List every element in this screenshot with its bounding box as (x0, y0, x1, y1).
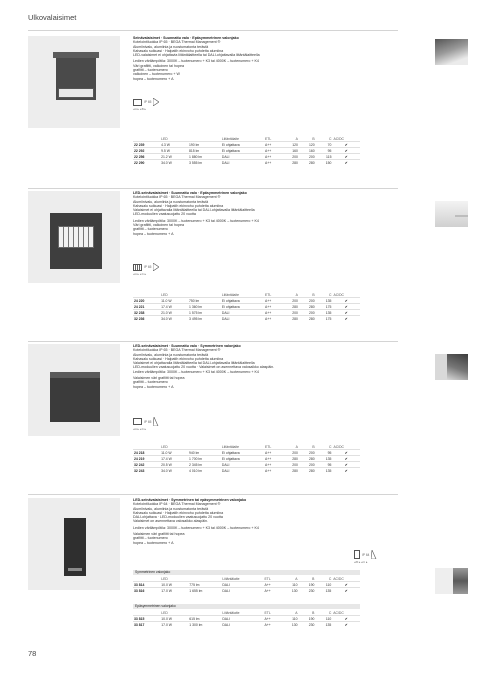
fixture-lens (68, 568, 82, 571)
cell-etl: A++ (264, 622, 282, 628)
fixture-lens (58, 88, 94, 98)
article-number: 33 816 (133, 588, 160, 594)
article-number: 32 238 (133, 310, 160, 316)
desc-line: Kotelointiluokka IP 65 · BEGA Thermal Management ® (133, 195, 221, 200)
ip-symbol: IP 64 (362, 552, 370, 557)
product-section-1 (28, 36, 468, 186)
cell-watt: 17.4 W (160, 456, 188, 462)
product-section-4 (28, 498, 468, 640)
col-acdc: AC/DC (333, 610, 344, 615)
cell-b: 200 (299, 298, 316, 304)
cell-a: 160 (282, 148, 299, 154)
cell-etl: A++ (264, 160, 282, 166)
cell-etl: A++ (264, 316, 282, 322)
product-photo (28, 36, 120, 128)
cell-lumen: 3 495 lm (188, 316, 221, 322)
article-number: 32 243 (133, 468, 160, 474)
cell-watt: 11.0 W (160, 298, 188, 304)
cell-watt: 34.0 W (160, 160, 188, 166)
desc-line: Valaisimen väri grafiitti tai hopea (133, 376, 185, 381)
desc-line: Kahasalu suikuasi · Halpatih ekinvohu puhdetta alumiina (133, 510, 224, 515)
spec-table (133, 136, 360, 165)
section-title: Seinävalaisimet · Suunnattu valo · Epäsymmetrinen valonjako (133, 36, 239, 40)
spec-table-asymmetric (133, 610, 360, 627)
cell-a: 110 (282, 582, 299, 588)
group-label-symmetric: Symmetrinen valonjako (133, 570, 360, 575)
cell-c: 135 (315, 588, 332, 594)
cell-a: 130 (282, 588, 299, 594)
table-row (133, 468, 360, 474)
col-led: LED (161, 610, 168, 615)
cell-a: 280 (282, 316, 299, 322)
col-source: Liitäntäiaite (222, 610, 240, 615)
desc-line: Kahasalu suikuasi · Halpatih ekinvohu puhdetta alumiina (133, 203, 224, 208)
cell-etl: A++ (264, 456, 282, 462)
desc-line: hopea – tuotenumero + A (133, 76, 174, 81)
section-divider (28, 30, 398, 31)
spec-table-symmetric (133, 576, 360, 593)
product-photo (28, 498, 120, 590)
cell-b: 200 (299, 450, 316, 456)
cell-watt: 20.5 W (160, 462, 188, 468)
desc-line: Väri grafiitti, valkoinen tai hopea (133, 223, 184, 228)
desc-line: grafiitti – tuotenumero (133, 68, 168, 73)
cell-b: 120 (299, 142, 316, 148)
desc-line: Valaisimen väri grafiitti tai hopea (133, 532, 185, 537)
check-icon: ✔ (332, 160, 360, 166)
light-distribution-diagram (435, 39, 468, 65)
group-label-asymmetric: Epäsymmetrinen valonjako (133, 604, 360, 609)
cell-c: 135 (316, 298, 333, 304)
col-a: A (295, 292, 298, 297)
desc-line: DALI-ohjattava · LED-moduulien vaatusuojattu 20 vuotta (133, 515, 223, 520)
cell-a: 280 (282, 456, 299, 462)
desc-line: Ledien värilämpötila: 3000K – tuotenumero + K3 tai 4000K – tuotenumero + K4 (133, 369, 259, 374)
col-acdc: AC/DC (333, 576, 344, 581)
cell-watt: 17.0 W (160, 588, 188, 594)
cell-lumen: 775 lm (188, 582, 221, 588)
check-icon: ✔ (332, 310, 360, 316)
cell-etl: A++ (264, 616, 282, 622)
cell-source: DALI (221, 616, 263, 622)
check-icon: ✔ (332, 616, 360, 622)
symbols (354, 550, 377, 564)
cell-lumen: 1 360 lm (188, 304, 221, 310)
cell-a: 130 (282, 622, 299, 628)
col-c: C (328, 576, 332, 581)
section-divider (28, 188, 398, 189)
col-etl: ETL (265, 292, 272, 297)
cell-b: 200 (299, 462, 316, 468)
cell-source: DALI (221, 154, 264, 160)
light-distribution-diagram (435, 201, 468, 227)
cell-c: 175 (316, 304, 333, 310)
cell-a: 200 (282, 462, 299, 468)
cell-c: 135 (316, 456, 333, 462)
cell-etl: A++ (264, 310, 282, 316)
light-direction-icon (153, 417, 159, 426)
cell-watt: 17.0 W (160, 622, 188, 628)
cell-c: 70 (316, 142, 333, 148)
ip-symbol: IP 65 (144, 100, 152, 104)
cell-source: Ei ohjattava (221, 456, 264, 462)
symbols (133, 98, 159, 111)
cell-c: 110 (315, 582, 332, 588)
cell-source: Ei ohjattava (221, 298, 264, 304)
article-number: 22 256 (133, 154, 160, 160)
cell-lumen: 3 555 lm (188, 160, 221, 166)
check-icon: ✔ (332, 582, 360, 588)
cell-lumen: 1 300 lm (188, 622, 221, 628)
cell-source: DALI (221, 582, 263, 588)
col-b: B (312, 444, 315, 449)
cell-watt: 21.0 W (160, 310, 188, 316)
cell-c: 95 (316, 148, 333, 154)
cell-lumen: 615 lm (188, 616, 221, 622)
cell-source: Ei ohjattava (221, 148, 264, 154)
product-description (133, 191, 368, 236)
cell-b: 280 (299, 456, 316, 462)
ip-symbol: IP 65 (144, 419, 152, 424)
cell-b: 280 (299, 304, 316, 310)
spec-table (133, 444, 360, 473)
cell-etl: A++ (264, 304, 282, 310)
cell-source: Ei ohjattava (221, 304, 264, 310)
cell-lumen: 1 880 lm (188, 154, 221, 160)
cell-lumen: 750 lm (188, 298, 221, 304)
cell-etl: A++ (264, 468, 282, 474)
desc-line: Valaisimet ei ohjattavalla liitäntälaitteella tai DALI-ohjattavalla liitäntälaitteella (133, 361, 255, 366)
article-number: 24 218 (133, 450, 160, 456)
article-number: 33 814 (133, 582, 160, 588)
col-a: A (295, 444, 298, 449)
cell-b: 230 (299, 588, 316, 594)
cell-a: 200 (282, 450, 299, 456)
desc-line: grafiitti – tuotenumero (133, 536, 168, 541)
cell-source: DALI (221, 316, 264, 322)
desc-line: Alumiinivalu, alumiinia ja ruostumatonta terästä (133, 506, 209, 511)
cell-a: 200 (282, 310, 299, 316)
cell-b: 200 (299, 310, 316, 316)
cell-a: 120 (282, 142, 299, 148)
cell-a: 280 (282, 160, 299, 166)
cell-watt: 9.5 W (160, 148, 188, 154)
col-source: Liitäntäiaite (221, 292, 240, 297)
luminaire-symbol-icon (133, 264, 142, 271)
cell-c: 110 (315, 616, 332, 622)
desc-line: Kahasalu suikuasi · Halpatih ekinvohu puhdetta alumiina (133, 48, 224, 53)
product-description (133, 36, 368, 81)
fixture-top (50, 372, 100, 378)
article-number: 22 239 (133, 142, 160, 148)
check-icon: ✔ (332, 468, 360, 474)
article-number: 22 290 (133, 160, 160, 166)
cell-lumen: 1 575 lm (188, 310, 221, 316)
desc-line: hopea – tuotenumero + A (133, 384, 174, 389)
col-source: Liitäntäiaite (221, 444, 240, 449)
cell-source: DALI (221, 462, 264, 468)
luminaire-symbol-icon (354, 550, 360, 559)
desc-line: Alumiinivalu, alumiinia ja ruostumatonta terästä (133, 199, 209, 204)
product-section-3 (28, 344, 468, 492)
col-led: LED (161, 444, 168, 449)
cell-watt: 21.2 W (160, 154, 188, 160)
desc-line: Kotelointiluokka IP 65 · BEGA Thermal Management ® (133, 40, 221, 45)
desc-line: Kahasalu suikuasi · Halpatih ekinvohu puhdetta alumiina (133, 356, 224, 361)
desc-line: hopea – tuotenumero + A (133, 540, 174, 545)
section-divider (28, 494, 398, 495)
cell-source: Ei ohjattava (221, 450, 264, 456)
cell-source: Ei ohjattava (221, 142, 264, 148)
cell-source: DALI (221, 588, 263, 594)
section-title: LED-seinävalaisimet · Symmetrinen tai epäsymmetrinen valonjako (133, 498, 247, 502)
article-number: 24 220 (133, 298, 160, 304)
table-row (133, 160, 360, 166)
col-etl: ETL (264, 576, 271, 581)
cell-a: 200 (282, 298, 299, 304)
light-distribution-diagram (435, 568, 468, 594)
product-section-2 (28, 191, 468, 341)
desc-line: Ledien värilämpötila: 3000K – tuotenumero + K3 tai 4000K – tuotenumero + K4 (133, 218, 259, 223)
luminaire-symbol-icon (133, 99, 142, 106)
cell-b: 190 (299, 616, 316, 622)
product-description (133, 498, 368, 545)
cell-etl: A++ (264, 588, 282, 594)
check-icon: ✔ (332, 142, 360, 148)
dimension-legend: ◂ A ▸ ◂ C ▸ (133, 427, 147, 431)
cell-a: 200 (282, 154, 299, 160)
cell-a: 280 (282, 468, 299, 474)
cell-b: 280 (299, 468, 316, 474)
cell-b: 230 (299, 622, 316, 628)
desc-line: Ledien värilämpötila: 3000K – tuotenumero + K3 tai 4000K – tuotenumero + K4 (133, 525, 259, 530)
check-icon: ✔ (332, 298, 360, 304)
cell-lumen: 1 655 lm (188, 588, 221, 594)
col-acdc: AC/DC (333, 136, 345, 141)
table-row (133, 316, 360, 322)
col-a: A (295, 610, 298, 615)
cell-etl: A++ (264, 462, 282, 468)
col-c: C (328, 610, 332, 615)
section-title: LED-seinävalaisimet · Suunnattu valo · Symmetrinen valonjako (133, 344, 241, 348)
fixture-body (50, 372, 100, 422)
light-distribution-diagram (435, 354, 468, 380)
cell-c: 115 (316, 154, 333, 160)
cell-a: 280 (282, 304, 299, 310)
dimension-legend: ◂ B ▸ ◂ C ▸ (354, 560, 368, 564)
col-acdc: AC/DC (333, 292, 345, 297)
col-led: LED (161, 576, 168, 581)
article-number: 33 815 (133, 616, 160, 622)
col-a: A (295, 136, 298, 141)
desc-line: Väri grafiitti, valkoinen tai hopea (133, 63, 184, 68)
desc-line: grafiitti – tuotenumero (133, 380, 168, 385)
cell-lumen: 190 lm (188, 142, 221, 148)
cell-watt: 11.0 W (160, 450, 188, 456)
cell-lumen: 815 lm (188, 148, 221, 154)
desc-line: hopea – tuotenumero + A (133, 231, 174, 236)
cell-watt: 34.0 W (160, 316, 188, 322)
desc-line: Ledien värilämpötila: 3000K – tuotenumero + K3 tai 4000K – tuotenumero + K4 (133, 59, 259, 64)
desc-line: valkoinen – tuotenumero + W (133, 72, 180, 77)
cell-etl: A++ (264, 154, 282, 160)
desc-line: Alumiinivalu, alumiinia ja ruostumatonta terästä (133, 44, 209, 49)
cell-source: DALI (221, 310, 264, 316)
col-led: LED (161, 292, 168, 297)
cell-etl: A++ (264, 142, 282, 148)
col-led: LED (161, 136, 168, 141)
cell-lumen: 4 010 lm (188, 468, 221, 474)
check-icon: ✔ (332, 148, 360, 154)
table-row (133, 588, 360, 594)
desc-line: LED-valaisimet ei ohjattavia liitäntälaitteella tai DALI-ohjattavalla liitäntälaitteella (133, 53, 260, 58)
ip-symbol: IP 65 (144, 265, 152, 269)
section-divider (28, 341, 398, 342)
light-direction-icon (371, 550, 377, 559)
desc-line: Kotelointiluokka IP 65 · BEGA Thermal Management ® (133, 348, 221, 353)
cell-c: 95 (316, 450, 333, 456)
col-c: C (329, 136, 332, 141)
cell-b: 200 (299, 154, 316, 160)
col-b: B (312, 292, 315, 297)
dimension-legend: ◂ A ▸ ◂ C ▸ (133, 272, 147, 276)
cell-watt: 17.4 W (160, 304, 188, 310)
cell-source: DALI (221, 622, 263, 628)
col-acdc: AC/DC (333, 444, 345, 449)
col-c: C (329, 444, 332, 449)
article-number: 33 817 (133, 622, 160, 628)
product-photo (28, 344, 120, 436)
desc-line: LED-moduulien vaatusuojattu 20 vuotta · Valaisimet on asennettava valosaikko alaspäin. (133, 365, 275, 370)
desc-line: Valaisimet on asennettava valosaikko alaspäin. (133, 519, 209, 524)
col-b: B (312, 610, 315, 615)
cell-lumen: 940 lm (188, 450, 221, 456)
light-direction-icon (153, 263, 159, 271)
cell-c: 175 (316, 316, 333, 322)
fixture-top (53, 52, 99, 58)
symbols (133, 263, 159, 276)
col-source: Liitäntäiaite (222, 576, 240, 581)
cell-a: 110 (282, 616, 299, 622)
luminaire-symbol-icon (133, 418, 142, 425)
cell-lumen: 1 700 lm (188, 456, 221, 462)
check-icon: ✔ (332, 316, 360, 322)
article-number: 32 242 (133, 462, 160, 468)
cell-watt: 10.0 W (160, 582, 188, 588)
cell-c: 135 (316, 310, 333, 316)
col-b: B (312, 576, 315, 581)
cell-c: 95 (316, 462, 333, 468)
fixture-louvre (58, 226, 94, 248)
dimension-legend: ◂ A ▸ ◂ B ▸ (133, 107, 146, 111)
product-photo (28, 191, 120, 283)
article-number: 32 236 (133, 316, 160, 322)
desc-line: Alumiinivalu, alumiinia ja ruostumatonta terästä (133, 352, 209, 357)
check-icon: ✔ (332, 154, 360, 160)
cell-b: 160 (299, 148, 316, 154)
check-icon: ✔ (332, 622, 360, 628)
cell-watt: 10.0 W (160, 616, 188, 622)
cell-c: 150 (316, 160, 333, 166)
desc-line: grafiitti – tuotenumero (133, 227, 168, 232)
cell-c: 135 (316, 468, 333, 474)
cell-source: DALI (221, 160, 264, 166)
cell-source: DALI (221, 468, 264, 474)
check-icon: ✔ (332, 304, 360, 310)
cell-b: 280 (299, 160, 316, 166)
cell-etl: A++ (264, 582, 282, 588)
cell-etl: A++ (264, 298, 282, 304)
spec-table (133, 292, 360, 321)
col-a: A (295, 576, 298, 581)
cell-watt: 34.0 W (160, 468, 188, 474)
col-etl: ETL (265, 444, 272, 449)
cell-etl: A++ (264, 450, 282, 456)
symbols (133, 417, 159, 431)
page-header-title: Ulkovalaisimet (28, 13, 77, 22)
page-number: 78 (28, 649, 37, 658)
cell-b: 280 (299, 316, 316, 322)
col-b: B (312, 136, 315, 141)
article-number: 22 292 (133, 148, 160, 154)
check-icon: ✔ (332, 588, 360, 594)
desc-line: Valaisimet ei ohjattavalla liitäntälaitteella tai DALI-ohjattavalla liitäntälaitteella (133, 208, 255, 213)
check-icon: ✔ (332, 462, 360, 468)
desc-line: LED-moduulien vaatusuojattu 20 vuotta (133, 212, 196, 217)
cell-lumen: 2 345 lm (188, 462, 221, 468)
col-source: Liitäntäiaite (221, 136, 240, 141)
article-number: 24 219 (133, 456, 160, 462)
product-description (133, 344, 368, 389)
light-direction-icon (153, 98, 159, 106)
article-number: 24 221 (133, 304, 160, 310)
desc-line: Kotelointiluokka IP 64 · BEGA Thermal Management ® (133, 502, 221, 507)
section-title: LED-seinävalaisimet · Suunnattu valo · Epäsymmetrinen valonjako (133, 191, 247, 195)
cell-b: 190 (299, 582, 316, 588)
check-icon: ✔ (332, 450, 360, 456)
cell-c: 135 (315, 622, 332, 628)
cell-watt: 4.3 W (160, 142, 188, 148)
table-row (133, 622, 360, 628)
col-c: C (329, 292, 332, 297)
cell-etl: A++ (264, 148, 282, 154)
check-icon: ✔ (332, 456, 360, 462)
col-etl: ETL (265, 136, 272, 141)
col-etl: ETL (264, 610, 271, 615)
